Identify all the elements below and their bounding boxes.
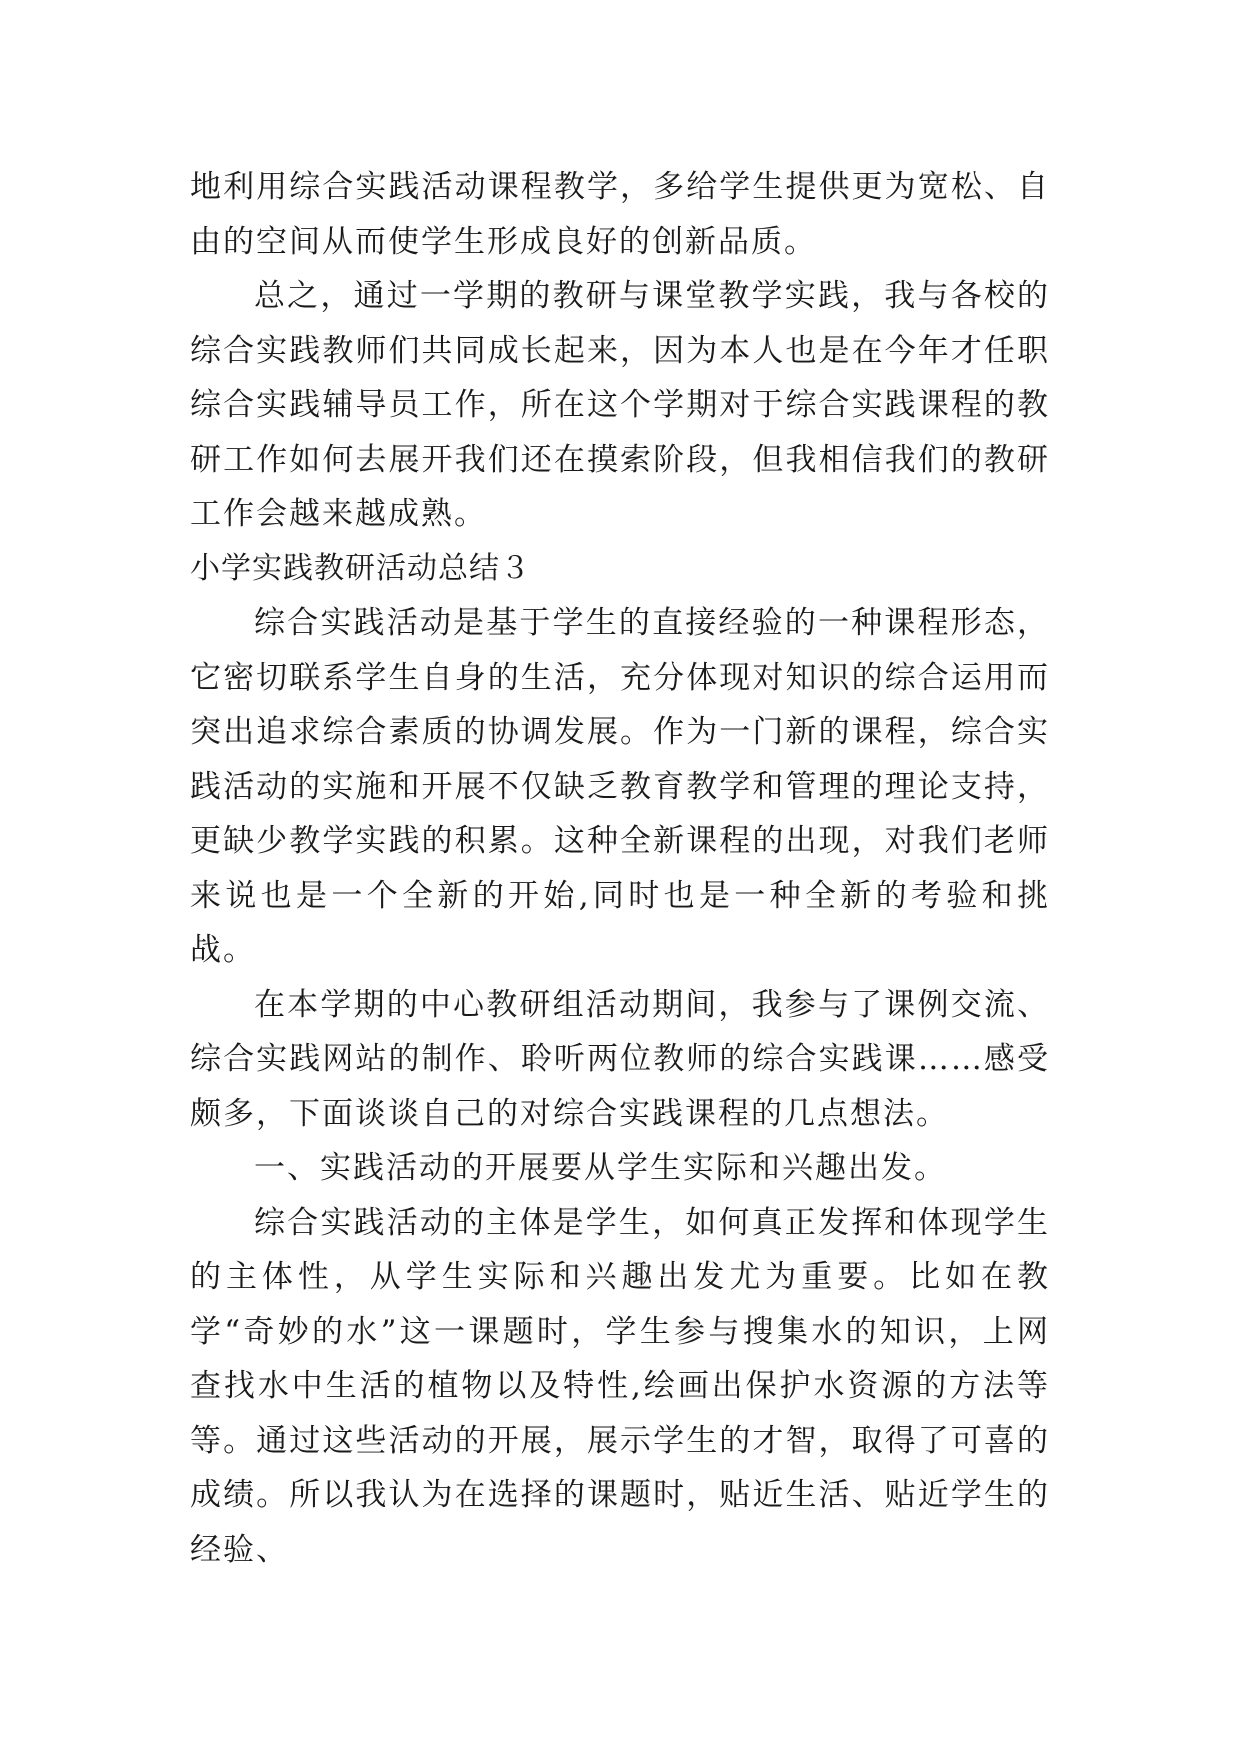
paragraph: 总之，通过一学期的教研与课堂教学实践，我与各校的综合实践教师们共同成长起来，因为本人也是在今年才任职综合实践辅导员工作，所在这个学期对于综合实践课程的教研工作如何去展开我们还在摸索阶段，但我相信我们的教研工作会越来越成熟。: [190, 278, 1050, 532]
paragraph: 地利用综合实践活动课程教学，多给学生提供更为宽松、自由的空间从而使学生形成良好的创新品质。: [190, 169, 1050, 260]
subheading-paragraph: 一、实践活动的开展要从学生实际和兴趣出发。: [254, 1150, 947, 1186]
paragraph: 综合实践活动是基于学生的直接经验的一种课程形态，它密切联系学生自身的生活，充分体现对知识的综合运用而突出追求综合素质的协调发展。作为一门新的课程，综合实践活动的实施和开展不仅缺乏教育教学和管理的理论支持，更缺少教学实践的积累。这种全新课程的出现，对我们老师来说也是一个全新的开始,同时也是一种全新的考验和挑战。: [190, 605, 1050, 968]
document-body: [190, 160, 1050, 1577]
section-title: 小学实践教研活动总结３: [190, 550, 531, 586]
paragraph: 综合实践活动的主体是学生，如何真正发挥和体现学生的主体性，从学生实际和兴趣出发尤为重要。比如在教学“奇妙的水”这一课题时，学生参与搜集水的知识，上网查找水中生活的植物以及特性,绘画出保护水资源的方法等等。通过这些活动的开展，展示学生的才智，取得了可喜的成绩。所以我认为在选择的课题时，贴近生活、贴近学生的经验、: [190, 1204, 1050, 1568]
paragraph: 在本学期的中心教研组活动期间，我参与了课例交流、综合实践网站的制作、聆听两位教师的综合实践课……感受颇多，下面谈谈自己的对综合实践课程的几点想法。: [190, 986, 1050, 1132]
